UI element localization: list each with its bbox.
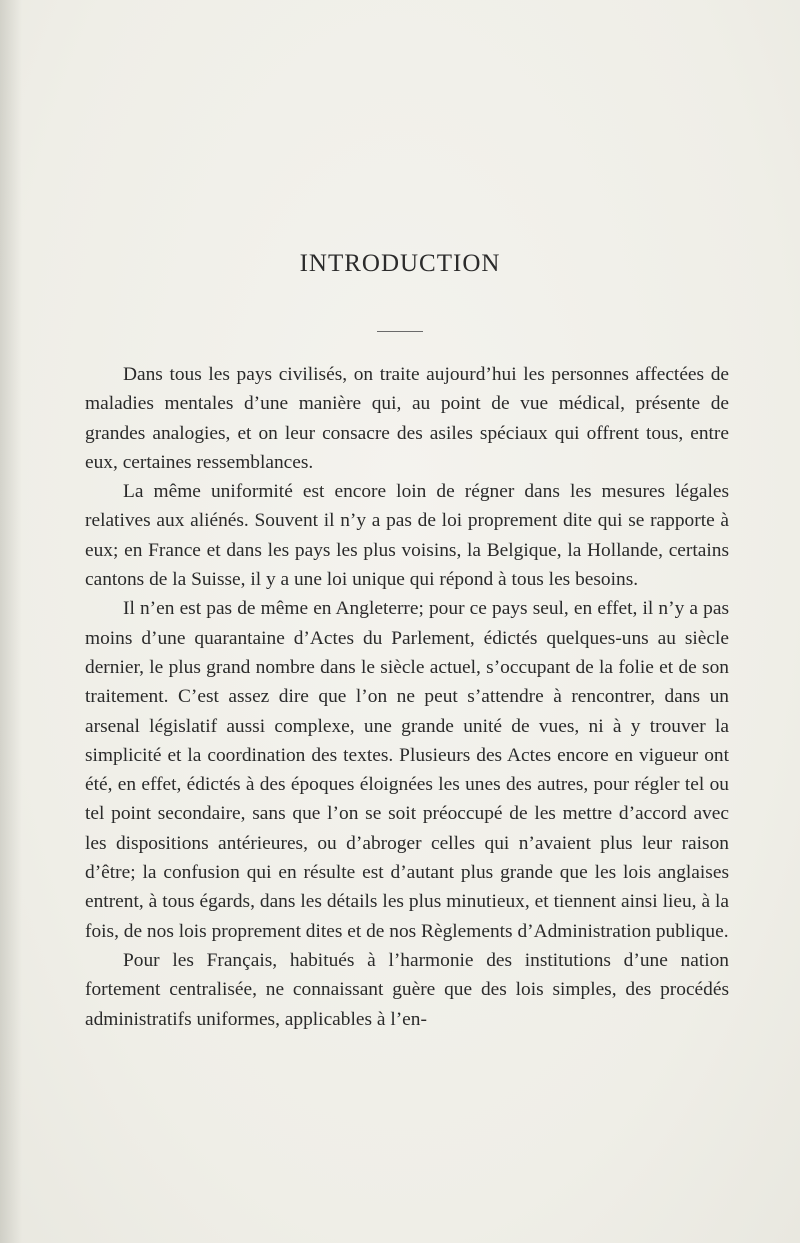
paragraph: Il n’en est pas de même en Angleterre; pour ce pays seul, en effet, il n’y a pas moins d’une quarantaine d’Actes du Parlement, édictés quelques-uns au siècle dernier, le plus grand nombre dans le siècle actuel, s’occupant de la folie et de son traitement. C’est assez dire que l’on ne peut s’attendre à rencontrer, dans un arsenal législatif aussi complexe, une grande unité de vues, ni à y trouver la simplicité et la coordination des textes. Plusieurs des Actes encore en vigueur ont été, en effet, édictés à des époques éloignées les unes des autres, pour régler tel ou tel point secondaire, sans que l’on se soit préoccupé de les mettre d’accord avec les dispositions antérieures, ou d’abroger celles qui n’avaient plus leur raison d’être; la confusion qui en résulte est d’autant plus grande que les lois anglaises entrent, à tous égards, dans les détails les plus minutieux, et tiennent ainsi lieu, à la fois, de nos lois proprement dites et de nos Règlements d’Administration publique. <box>85 598 729 942</box>
paragraph: Dans tous les pays civilisés, on traite aujourd’hui les personnes affectées de maladies mentales d’une manière qui, au point de vue médical, présente de grandes analogies, et on leur consacre des asiles spéciaux qui offrent tous, entre eux, certaines ressemblances. <box>85 364 729 473</box>
chapter-title: INTRODUCTION <box>299 250 501 277</box>
body-text <box>85 360 729 1034</box>
paragraph: La même uniformité est encore loin de régner dans les mesures légales relatives aux aliénés. Souvent il n’y a pas de loi proprement dite qui se rapporte à eux; en France et dans les pays les plus voisins, la Belgique, la Hollande, certains cantons de la Suisse, il y a une loi unique qui répond à tous les besoins. <box>85 481 729 591</box>
paragraph: Pour les Français, habitués à l’harmonie des institutions d’une nation fortement centralisée, ne connaissant guère que des lois simples, des procédés administratifs uniformes, applicables à l’en- <box>85 949 729 1030</box>
title-divider <box>377 331 423 332</box>
page-edge-shadow <box>0 0 22 1243</box>
